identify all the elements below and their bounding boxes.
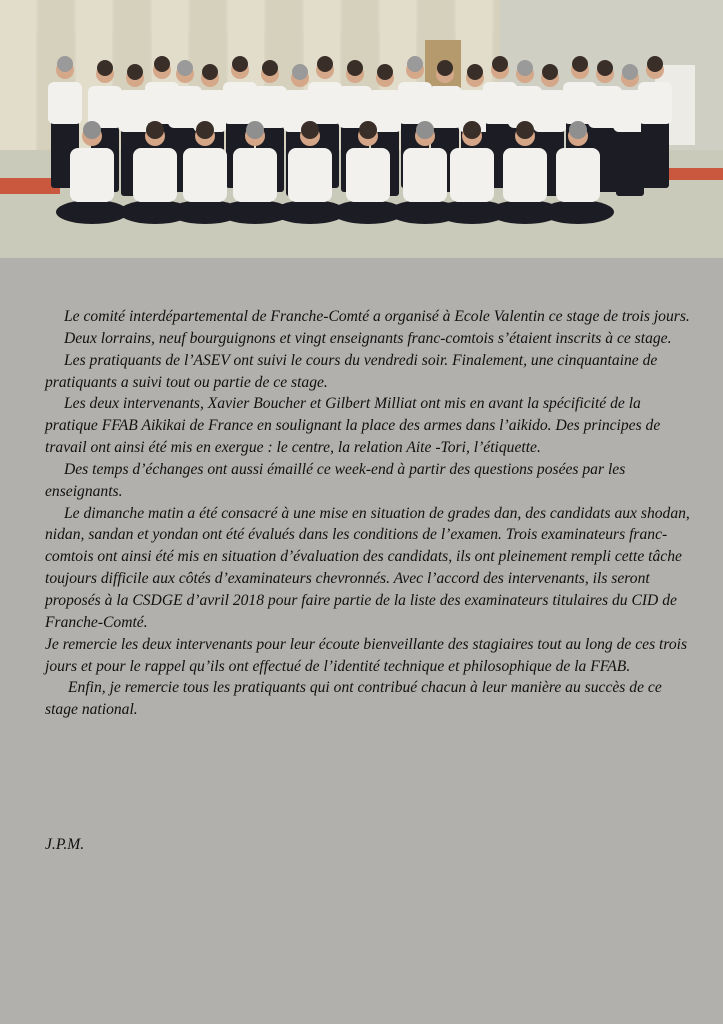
paragraph-intervenants: Les deux intervenants, Xavier Boucher et Gilbert Milliat ont mis en avant la spécificité de la pratique FFAB Aikikai de France en soulignant la place des armes dans l’aikido. Des principes de travail ont ainsi été mis en exergue : le centre, la relation Aite -Tori, l’étiquette. bbox=[45, 395, 661, 457]
person-hair bbox=[292, 64, 308, 80]
person-gi bbox=[308, 82, 342, 124]
person-gi bbox=[398, 82, 432, 124]
seated-gi bbox=[183, 148, 227, 202]
person-hair bbox=[202, 64, 218, 80]
seated-hair bbox=[196, 121, 214, 139]
person-hair bbox=[262, 60, 278, 76]
paragraph-conclusion: Enfin, je remercie tous les pratiquants qui ont contribué chacun à leur manière au succès de ce stage national. bbox=[45, 679, 662, 719]
seated-hair bbox=[83, 121, 101, 139]
seated-hair bbox=[146, 121, 164, 139]
person-gi bbox=[223, 82, 257, 124]
seated-gi bbox=[450, 148, 494, 202]
paragraph-intro: Le comité interdépartemental de Franche-Comté a organisé à Ecole Valentin ce stage de trois jours. bbox=[64, 308, 690, 325]
paragraph-asev: Les pratiquants de l’ASEV ont suivi le cours du vendredi soir. Finalement, une cinquantaine de pratiquants a suivi tout ou partie de ce stage. bbox=[45, 351, 658, 391]
seated-gi bbox=[346, 148, 390, 202]
seated-gi bbox=[556, 148, 600, 202]
person-hair bbox=[177, 60, 193, 76]
person-hakama bbox=[641, 118, 669, 188]
seated-hair bbox=[416, 121, 434, 139]
person-hair bbox=[377, 64, 393, 80]
seated-gi bbox=[403, 148, 447, 202]
article-body bbox=[45, 306, 693, 721]
person-hair bbox=[232, 56, 248, 72]
signature: J.P.M. bbox=[45, 836, 85, 853]
seated-hair bbox=[246, 121, 264, 139]
person-hair bbox=[467, 64, 483, 80]
person-hair bbox=[57, 56, 73, 72]
seated-hair bbox=[516, 121, 534, 139]
person-hair bbox=[127, 64, 143, 80]
person-hakama bbox=[616, 126, 644, 196]
seated-gi bbox=[233, 148, 277, 202]
person-gi bbox=[48, 82, 82, 124]
seated-hair bbox=[301, 121, 319, 139]
paragraph-echanges: Des temps d’échanges ont aussi émaillé ce week-end à partir des questions posées par les enseignants. bbox=[45, 460, 626, 500]
wall-panel bbox=[0, 0, 36, 150]
seated-gi bbox=[288, 148, 332, 202]
person-hair bbox=[622, 64, 638, 80]
seated-gi bbox=[503, 148, 547, 202]
seated-gi bbox=[70, 148, 114, 202]
person-hair bbox=[347, 60, 363, 76]
paragraph-participants: Deux lorrains, neuf bourguignons et vingt enseignants franc-comtois s’étaient inscrits à ce stage. bbox=[64, 329, 672, 347]
paragraph-remerciements: Je remercie les deux intervenants pour leur écoute bienveillante des stagiaires tout au long de ces trois jours et pour le rappel qu’ils ont effectué de l’identité technique et philosophique de la FFAB. bbox=[45, 635, 688, 675]
person-gi bbox=[428, 86, 462, 128]
person-hair bbox=[154, 56, 170, 72]
person-hair bbox=[437, 60, 453, 76]
group-photo-illustration bbox=[0, 0, 723, 258]
seated-hair bbox=[569, 121, 587, 139]
person-hair bbox=[517, 60, 533, 76]
person-hair bbox=[317, 56, 333, 72]
person-gi bbox=[638, 82, 672, 124]
person-gi bbox=[533, 90, 567, 132]
seated-hakama bbox=[542, 200, 614, 224]
person-hair bbox=[597, 60, 613, 76]
person-hair bbox=[647, 56, 663, 72]
group-photo bbox=[0, 0, 723, 258]
paragraph-examens: Le dimanche matin a été consacré à une mise en situation de grades dan, des candidats aux shodan, nidan, sandan et yondan ont été évalués dans les conditions de l’examen. Trois examinateurs franc-comtois ont ainsi été mis en situation d’évaluation des candidats, ils ont pleinement rempli cette tâche toujours difficile aux côtés d’examinateurs chevronnés. Avec l’accord des intervenants, ils seront proposés à la CSDGE d’avril 2018 pour faire partie de la liste des examinateurs titulaires du CID de Franche-Comté. bbox=[45, 504, 690, 631]
seated-hair bbox=[463, 121, 481, 139]
seated-hakama bbox=[56, 200, 128, 224]
person-hair bbox=[542, 64, 558, 80]
person-hair bbox=[492, 56, 508, 72]
seated-hair bbox=[359, 121, 377, 139]
seated-gi bbox=[133, 148, 177, 202]
person-hair bbox=[407, 56, 423, 72]
person-hair bbox=[572, 56, 588, 72]
person-hair bbox=[97, 60, 113, 76]
